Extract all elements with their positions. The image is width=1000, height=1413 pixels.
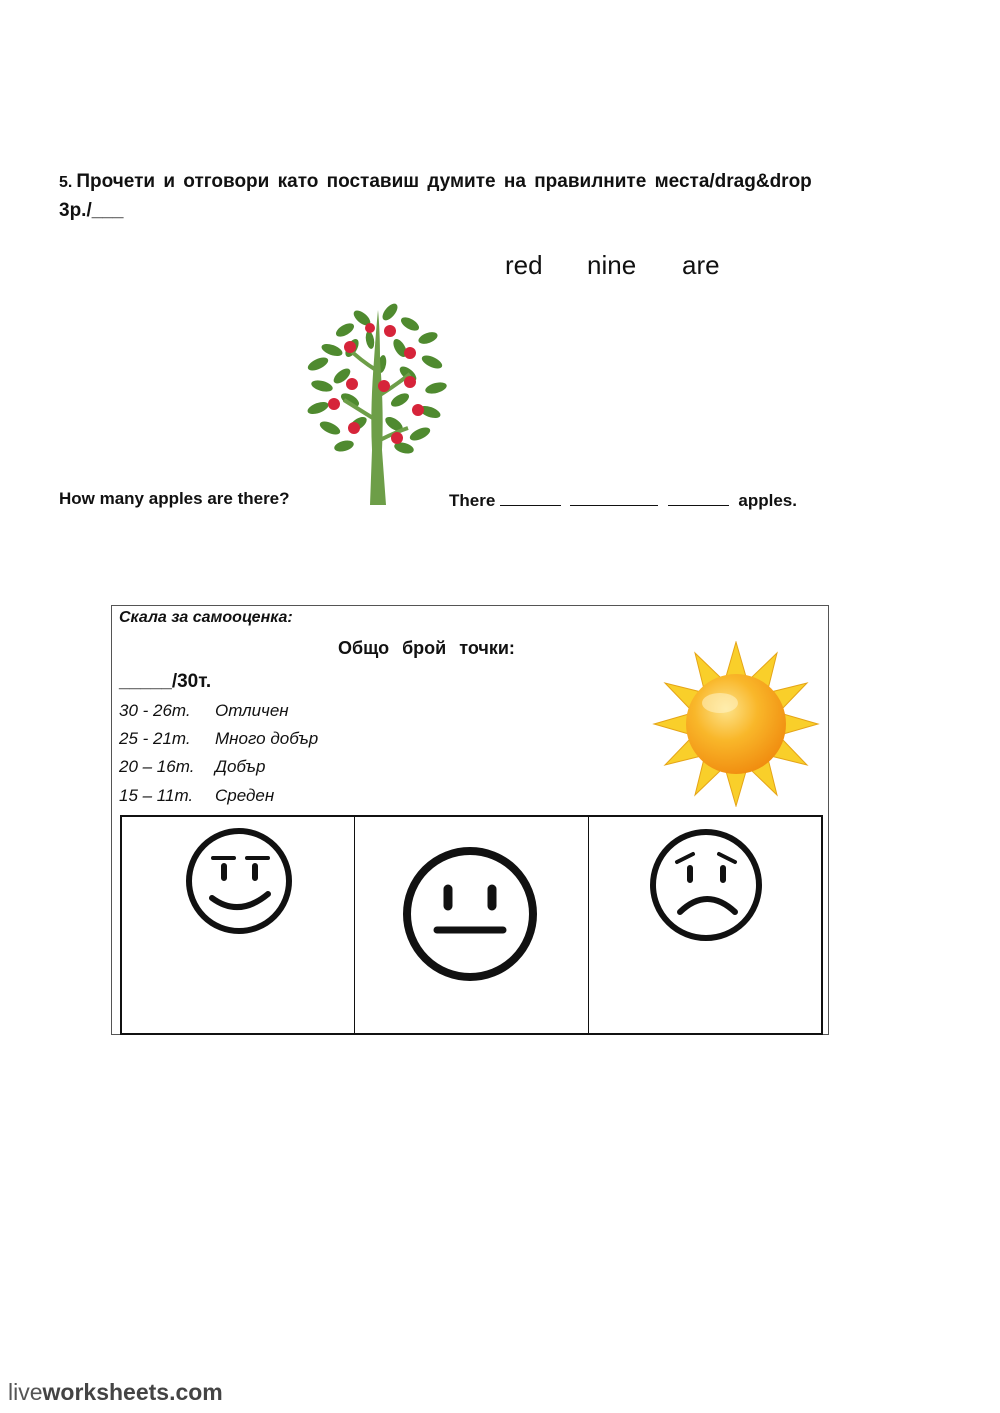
- total-points-label: Общо брой точки:: [338, 638, 515, 658]
- face-option-happy[interactable]: [122, 817, 354, 1033]
- question-number: 5.: [59, 174, 73, 191]
- answer-end: apples.: [738, 491, 797, 510]
- grade-row: 15 – 11т. Среден: [119, 786, 275, 805]
- question-prompt: How many apples are there?: [59, 489, 290, 508]
- answer-drop-zone-2[interactable]: [570, 489, 658, 506]
- liveworksheets-logo: liveworksheets.com: [8, 1379, 223, 1405]
- apple-tree-icon: [300, 300, 450, 510]
- happy-face-icon: [184, 826, 294, 936]
- self-assessment-title: Скала за самооценка:: [119, 609, 293, 626]
- face-option-sad[interactable]: [588, 817, 821, 1033]
- grade-row: 20 – 16т. Добър: [119, 757, 266, 776]
- question-title: [59, 168, 812, 197]
- answer-drop-zone-1[interactable]: [500, 489, 561, 506]
- question-text: Прочети и отговори като поставиш думите на правилните места/drag&drop: [76, 171, 812, 192]
- neutral-face-icon: [401, 845, 539, 983]
- word-tile-are[interactable]: are: [682, 250, 720, 280]
- sun-icon: [650, 641, 822, 807]
- sad-face-icon: [647, 826, 765, 944]
- self-assessment-faces: [120, 815, 823, 1035]
- face-option-neutral[interactable]: [354, 817, 587, 1033]
- grade-row: 25 - 21т. Много добър: [119, 729, 319, 748]
- question-points: 3р./___: [59, 200, 124, 221]
- score-field: _____/30т.: [119, 671, 212, 692]
- answer-sentence: [449, 489, 797, 511]
- grade-row: 30 - 26т. Отличен: [119, 701, 289, 720]
- answer-start: There: [449, 491, 496, 510]
- word-tile-red[interactable]: red: [505, 250, 543, 280]
- word-tile-nine[interactable]: nine: [587, 250, 637, 280]
- answer-drop-zone-3[interactable]: [668, 489, 729, 506]
